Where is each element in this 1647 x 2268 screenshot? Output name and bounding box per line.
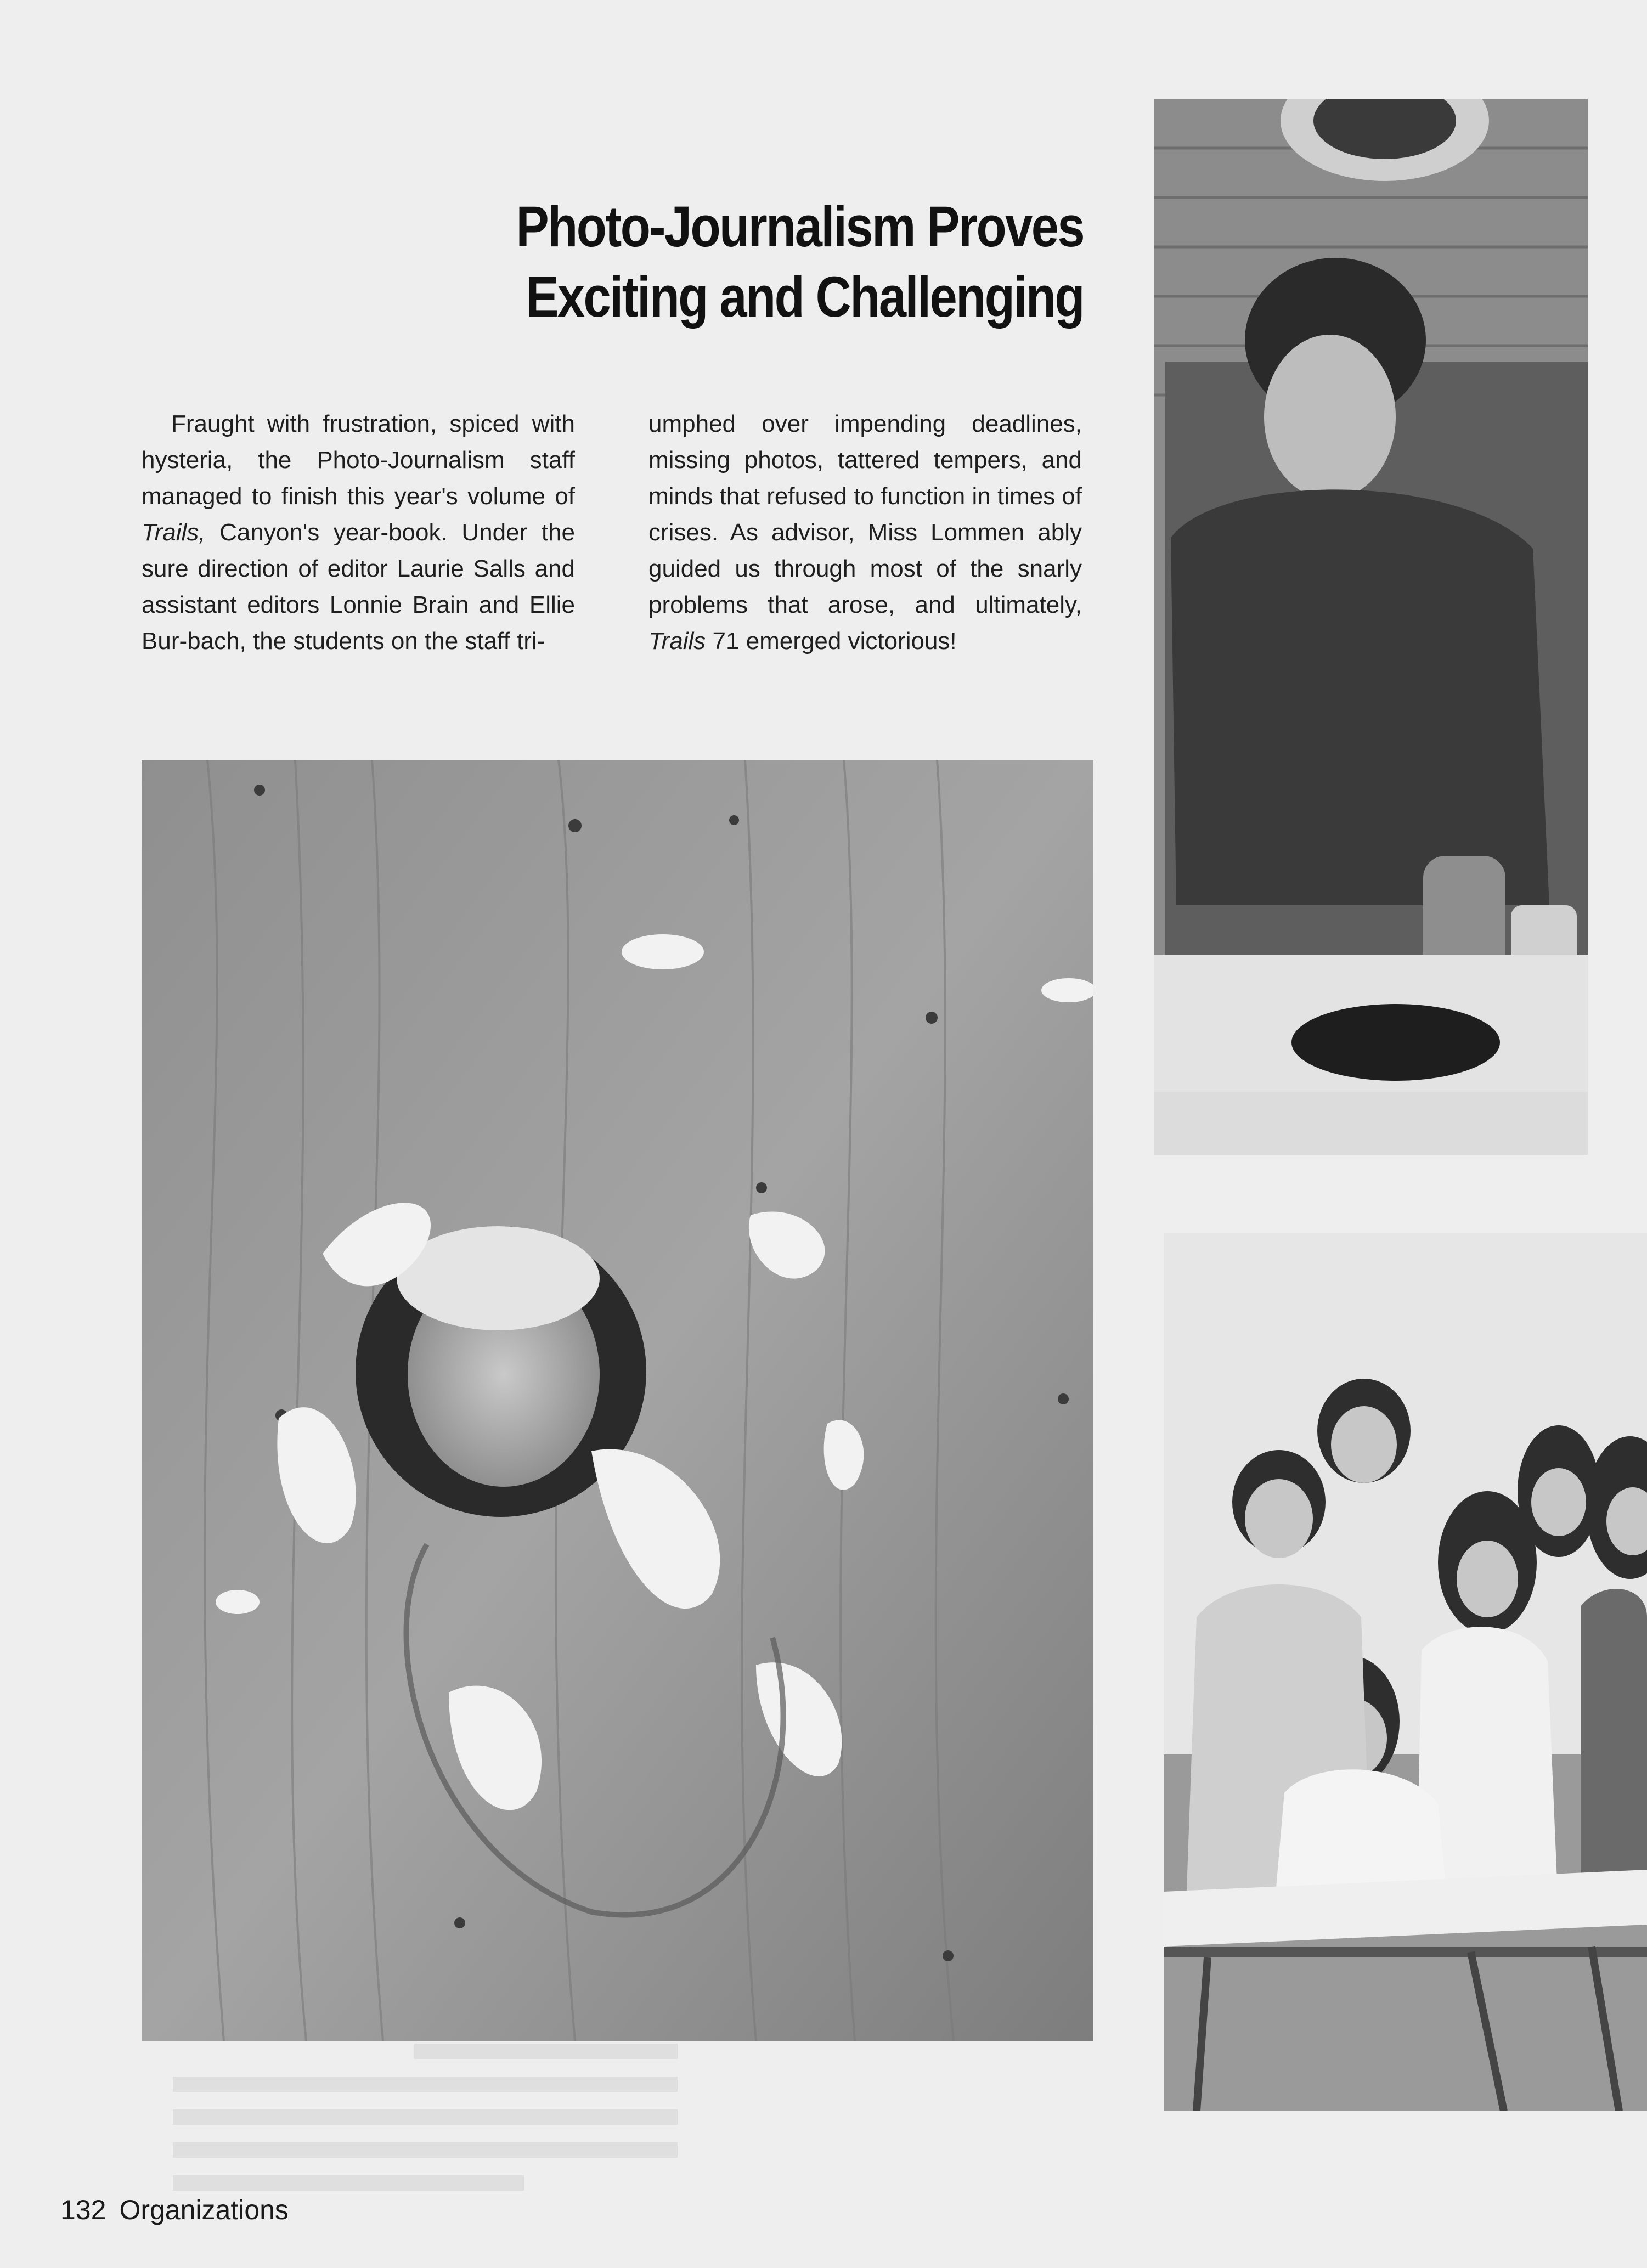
photo-pie-booth [142, 760, 1093, 2041]
body-text: 71 emerged victorious! [706, 628, 957, 655]
yearbook-name: Trails [648, 628, 706, 655]
photo-student-at-sink-image [1154, 99, 1588, 1155]
page-footer [60, 2193, 289, 2226]
body-text: umphed over impending deadlines, missing photos, tattered tempers, and minds that refused to function in times of crises. As advisor, Miss Lommen ably guided us through most of the snarly problems that arose, and ultimately, [648, 410, 1082, 618]
headline-line-1: Photo-Journalism Proves [516, 195, 1084, 259]
bleed-through-lines [151, 2038, 700, 2192]
photo-pie-booth-image [142, 760, 1093, 2041]
body-text: Fraught with frustration, spiced with hysteria, the Photo-Journalism staff managed to finish this year's volume of [142, 410, 575, 510]
section-name: Organizations [119, 2194, 289, 2225]
body-text: Canyon's year-book. Under the sure direction of editor Laurie Salls and assistant editors Lonnie Brain and Ellie Bur-bach, the students on the staff tri- [142, 519, 575, 655]
photo-student-at-sink [1154, 99, 1588, 1155]
page-number: 132 [60, 2194, 106, 2225]
headline-line-2: Exciting and Challenging [526, 265, 1084, 329]
body-column-left [142, 406, 575, 659]
bleed-through-text [151, 2038, 700, 2192]
yearbook-name: Trails, [142, 519, 206, 546]
headline [482, 192, 1084, 332]
body-column-right [648, 406, 1082, 659]
photo-staff-group-image [1164, 1233, 1647, 2111]
photo-staff-group [1164, 1233, 1647, 2111]
